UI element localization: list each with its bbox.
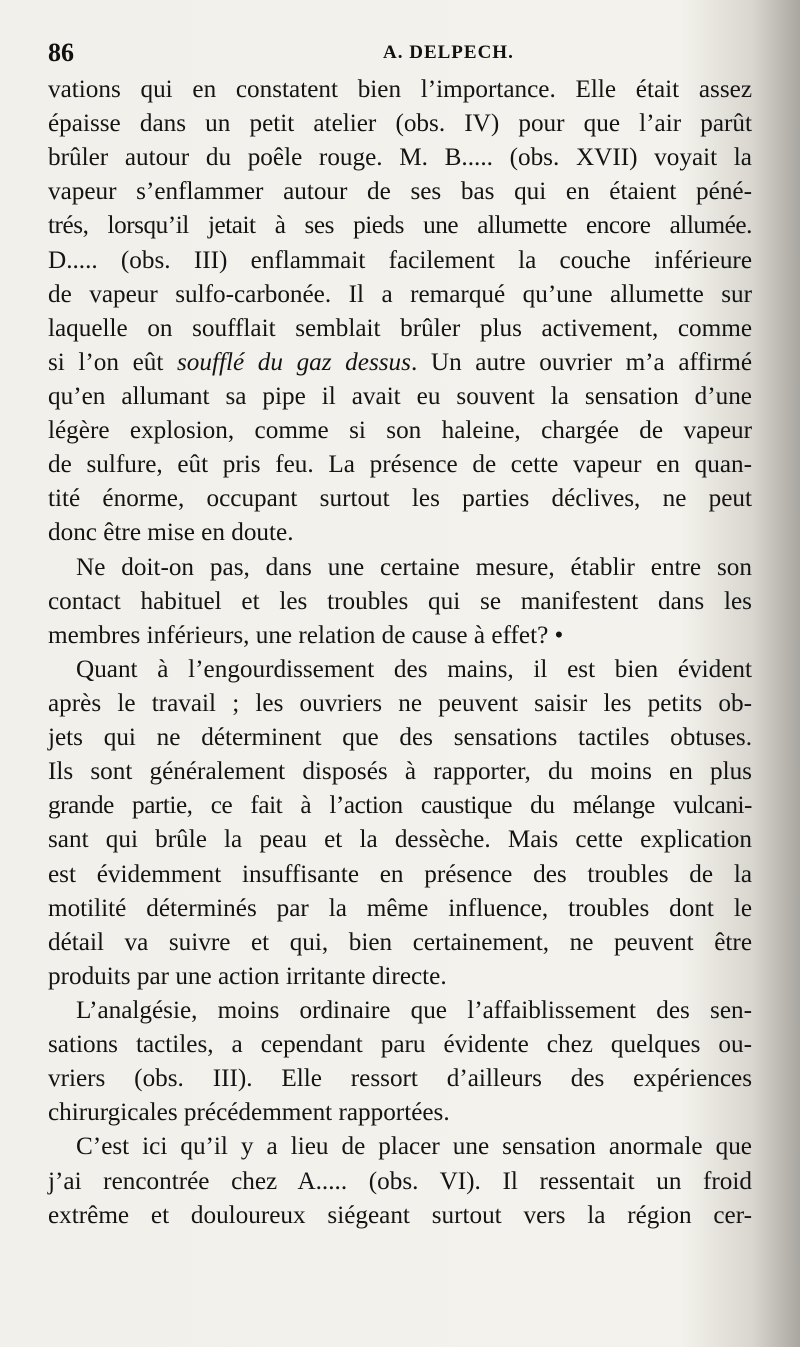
text-line: motilité déterminés par la même influence, troubles dont le [48,894,752,922]
text-line: membres inférieurs, une relation de cause à effet? • [48,621,564,649]
text-line: Quant à l’engourdissement des mains, il est bien évident [76,655,752,683]
text-line: Ils sont généralement disposés à rapporter, du moins en plus [48,758,752,786]
page-header [48,38,748,68]
text-line: sations tactiles, a cependant paru évidente chez quelques ou- [48,1031,752,1059]
italic-phrase: soufflé du gaz dessus [177,348,411,376]
text-line: produits par une action irritante directe. [48,962,447,990]
text-line: extrême et douloureux siégeant surtout vers la région cer- [48,1201,752,1229]
text-line: jets qui ne déterminent que des sensations tactiles obtuses. [48,724,752,752]
text-line: Ne doit-on pas, dans une certaine mesure, établir entre son [76,553,752,581]
text-line: légère explosion, comme si son haleine, chargée de vapeur [48,417,752,445]
text-line: détail va suivre et qui, bien certainement, ne peuvent être [48,928,752,956]
text-line: grande partie, ce fait à l’action caustique du mélange vulcani- [48,792,752,820]
text-line: de sulfure, eût pris feu. La présence de cette vapeur en quan- [48,451,752,479]
text-line: laquelle on soufflait semblait brûler plus activement, comme [48,314,752,342]
text-line: de vapeur sulfo-carbonée. Il a remarqué qu’une allumette sur [48,280,752,308]
text-segment: si l’on eût [48,348,177,376]
text-line: sant qui brûle la peau et la dessèche. Mais cette explication [48,826,752,854]
text-line: contact habituel et les troubles qui se manifestent dans les [48,587,752,615]
text-line: qu’en allumant sa pipe il avait eu souvent la sensation d’une [48,382,752,410]
text-line: trés, lorsqu’il jetait à ses pieds une allumette encore allumée. [48,212,752,240]
text-line: j’ai rencontrée chez A..... (obs. VI). Il ressentait un froid [48,1167,752,1195]
text-line: donc être mise en doute. [48,519,294,547]
text-line: D..... (obs. III) enflammait facilement la couche inférieure [48,246,752,274]
text-line: épaisse dans un petit atelier (obs. IV) pour que l’air parût [48,110,752,138]
text-line: chirurgicales précédemment rapportées. [48,1099,450,1127]
body-text [48,73,752,1233]
text-line [48,346,752,380]
text-line: vations qui en constatent bien l’importance. Elle était assez [48,76,752,103]
text-line: L’analgésie, moins ordinaire que l’affaiblissement des sen- [76,996,752,1024]
text-line: C’est ici qu’il y a lieu de placer une sensation anormale que [76,1133,752,1161]
text-line: tité énorme, occupant surtout les parties déclives, ne peut [48,485,752,513]
text-segment: . Un autre ouvrier m’a affirmé [410,348,753,376]
page-number: 86 [48,38,74,67]
text-line: est évidemment insuffisante en présence des troubles de la [48,860,752,888]
text-line: vriers (obs. III). Elle ressort d’ailleurs des expériences [48,1065,752,1093]
text-line: brûler autour du poêle rouge. M. B..... (obs. XVII) voyait la [48,144,752,172]
running-head: A. DELPECH. [383,42,514,63]
text-line: après le travail ; les ouvriers ne peuvent saisir les petits ob- [48,689,752,717]
text-line: vapeur s’enflammer autour de ses bas qui en étaient péné- [48,178,752,206]
